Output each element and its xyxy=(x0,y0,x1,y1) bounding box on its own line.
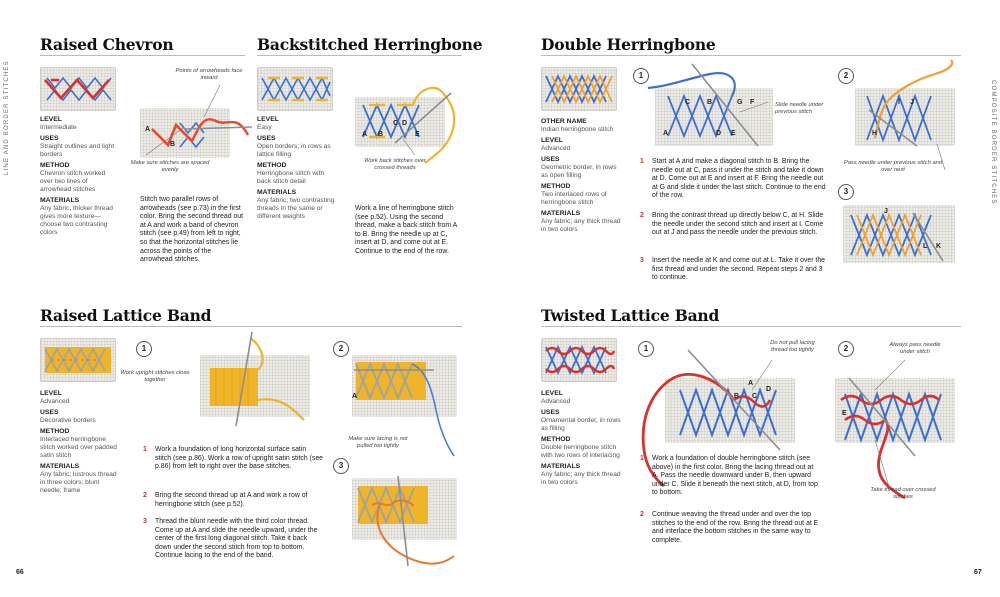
info-value: Ornamental border, in rows as filling xyxy=(541,417,621,432)
raised-chevron-note-top: Points of arrowheads face inward xyxy=(175,68,243,81)
step-text: Work a foundation of long horizontal surface satin stitch (see p.86). Work a row of upright satin stitch (see p.86) from left to right over the base stitches. xyxy=(155,446,323,471)
info-value: Indian herringbone stitch xyxy=(541,126,614,133)
backstitched-herringbone-body: Work a line of herringbone stitch (see p.52). Using the second thread, make a back stitch from A to B. Bring the needle up at C, insert at D, and come out at E. Continue to the end of the row. xyxy=(355,205,457,255)
step-text: Start at A and make a diagonal stitch to B. Bring the needle out at C, pass it under the stitch and take it down at D. Come out at E and insert at F. Bring the needle out at G and slide it under the last stitch. Continue to the end of the row. xyxy=(652,158,826,200)
label-b: B xyxy=(378,131,384,138)
twisted-lattice-band-swatch-art xyxy=(542,339,616,381)
info-heading: METHOD xyxy=(40,428,70,435)
page-number-left: 66 xyxy=(16,569,24,576)
raised-lattice-band-title: Raised Lattice Band xyxy=(40,306,212,325)
label: H xyxy=(872,130,878,137)
double-herringbone-title: Double Herringbone xyxy=(541,35,716,54)
backstitched-herringbone-info xyxy=(257,116,337,221)
step-text: Thread the blunt needle with the third color thread. Come up at A and slide the needle upward, under the center of the first long diagonal stitch. Take it back down under the second stitch from top to bottom. Continue lacing to the end of the band. xyxy=(155,518,318,560)
step-circle-3: 3 xyxy=(333,458,349,474)
raised-lattice-band-note-1: Work upright stitches close together xyxy=(120,370,190,383)
info-heading: METHOD xyxy=(541,183,571,190)
raised-lattice-band-swatch-art xyxy=(41,339,115,381)
divider xyxy=(40,326,462,327)
step-number: 3 xyxy=(143,518,147,525)
info-value: Herringbone stitch with back stitch detail xyxy=(257,170,325,185)
info-value: Advanced xyxy=(40,398,70,405)
step-text: Work a foundation of double herringbone stitch (see above) in the first color. Bring the lacing thread out at A. Pass the needle downward under B, then upward under C. Slide it beneath the next stitch, at D, from top to bottom. xyxy=(652,455,818,497)
raised-lattice-band-photo-1-art xyxy=(200,330,315,430)
info-value: Advanced xyxy=(541,145,571,152)
label-a: A xyxy=(352,393,358,400)
label: B xyxy=(734,393,740,400)
raised-lattice-band-note-2: Make sure lacing is not pulled too tightly xyxy=(348,436,408,449)
label: A xyxy=(663,130,669,137)
label: F xyxy=(750,99,755,106)
step-circle-2: 2 xyxy=(838,68,854,84)
info-value: Any fabric; any thick thread in two colors xyxy=(541,218,621,233)
step-circle-3: 3 xyxy=(838,184,854,200)
info-value: Open borders; in rows as lattice filling xyxy=(257,143,331,158)
label: A xyxy=(748,380,754,387)
double-herringbone-swatch xyxy=(541,67,617,111)
step-text: Insert the needle at K and come out at L. Take it over the first thread and under the second. Repeat steps 2 and 3 to continue. xyxy=(652,257,826,282)
label-c: C xyxy=(393,120,399,127)
raised-lattice-band-swatch xyxy=(40,338,116,382)
info-heading: METHOD xyxy=(40,162,70,169)
side-label-right: COMPOSITE BORDER STITCHES xyxy=(990,80,996,205)
raised-chevron-swatch xyxy=(40,67,116,111)
raised-lattice-band-photo-3-art xyxy=(350,470,462,570)
label: C xyxy=(752,393,758,400)
info-value: Any fabric; thicker thread gives more texture—choose two contrasting colors xyxy=(40,205,113,236)
backstitched-herringbone-title: Backstitched Herringbone xyxy=(257,35,483,54)
twisted-lattice-band-step-2 xyxy=(640,511,820,545)
step-circle-1: 1 xyxy=(136,341,152,357)
info-heading: MATERIALS xyxy=(40,463,80,470)
info-heading: LEVEL xyxy=(541,137,563,144)
info-heading: USES xyxy=(257,135,276,142)
backstitched-herringbone-swatch-art xyxy=(258,68,332,110)
step-text: Bring the second thread up at A and work a row of herringbone stitch (see p.52). xyxy=(155,492,308,508)
info-value: Any fabric; lustrous thread in three colors; blunt needle; frame xyxy=(40,471,117,494)
label: J xyxy=(910,99,914,106)
info-value: Any fabric; two contrasting threads in the same or different weights xyxy=(257,197,335,220)
info-value: Geometric border, in rows as open filling xyxy=(541,164,617,179)
step-circle-2: 2 xyxy=(333,341,349,357)
info-heading: USES xyxy=(541,156,560,163)
twisted-lattice-band-title: Twisted Lattice Band xyxy=(541,306,720,325)
label-d: D xyxy=(402,120,408,127)
label-e: E xyxy=(842,410,847,417)
label: J xyxy=(884,208,888,215)
label-a: A xyxy=(362,131,368,138)
page-number-right: 67 xyxy=(974,569,982,576)
info-value: Easy xyxy=(257,124,272,131)
label: L xyxy=(923,243,928,250)
info-heading: LEVEL xyxy=(541,390,563,397)
twisted-lattice-band-note-1: Do not pull lacing thread too tightly xyxy=(770,340,815,353)
step-number: 2 xyxy=(640,511,644,518)
twisted-lattice-band-info xyxy=(541,390,621,487)
divider xyxy=(40,55,245,56)
step-circle-1: 1 xyxy=(638,341,654,357)
double-herringbone-photo-3-art xyxy=(843,205,955,263)
info-heading: USES xyxy=(541,409,560,416)
double-herringbone-note-2: Pass needle under previous stitch and over next xyxy=(843,160,943,173)
info-heading: LEVEL xyxy=(40,390,62,397)
double-herringbone-photo-2-art xyxy=(845,60,975,155)
double-herringbone-step-1 xyxy=(640,158,830,201)
info-heading: METHOD xyxy=(257,162,287,169)
info-value: Decorative borders xyxy=(40,417,96,424)
raised-lattice-band-step-1 xyxy=(143,446,323,472)
step-number: 1 xyxy=(640,455,644,462)
step-number: 1 xyxy=(143,446,147,453)
info-value: Intermediate xyxy=(40,124,77,131)
backstitched-herringbone-swatch xyxy=(257,67,333,111)
info-value: Interlaced herringbone stitch worked over padded satin stitch xyxy=(40,436,117,459)
twisted-lattice-band-note-3: Take thread over crossed stitches xyxy=(870,487,936,500)
info-value: Any fabric; any thick thread in two colors xyxy=(541,471,621,486)
raised-lattice-band-step-2 xyxy=(143,492,323,509)
twisted-lattice-band-step-1 xyxy=(640,455,820,498)
raised-chevron-title: Raised Chevron xyxy=(40,35,174,54)
twisted-lattice-band-swatch xyxy=(541,338,617,382)
raised-chevron-note-bottom: Make sure stitches are spaced evenly xyxy=(130,160,210,173)
step-text: Bring the contrast thread up directly below C, at H. Slide the needle under the second stitch and insert at I. Come out at J and pass the needle under the previous stitch. xyxy=(652,212,824,237)
step-number: 2 xyxy=(640,212,644,219)
divider xyxy=(257,55,462,56)
label: G xyxy=(737,99,743,106)
raised-chevron-swatch-art xyxy=(41,68,115,110)
divider xyxy=(541,326,961,327)
label: K xyxy=(936,243,942,250)
label: I xyxy=(898,99,900,106)
double-herringbone-note-1: Slide needle under previous stitch xyxy=(775,102,824,115)
label: C xyxy=(685,99,691,106)
label: D xyxy=(766,386,772,393)
backstitched-herringbone-note: Work back stitches over crossed threads xyxy=(364,158,426,171)
raised-chevron-body: Stitch two parallel rows of arrowheads (see p.73) in the first color. Bring the second thread out at A and work a band of chevron stitch (see p.49) from left to right, so that the horizontal stitches lie across the points of the arrowhead stitches. xyxy=(140,196,244,264)
label-e: E xyxy=(415,131,420,138)
divider xyxy=(541,55,961,56)
info-heading: MATERIALS xyxy=(541,463,581,470)
label: E xyxy=(731,130,736,137)
step-circle-2: 2 xyxy=(838,341,854,357)
step-circle-1: 1 xyxy=(633,68,649,84)
double-herringbone-swatch-art xyxy=(542,68,616,110)
double-herringbone-step-2 xyxy=(640,212,830,238)
side-label-left: LINE AND BORDER STITCHES xyxy=(4,60,10,175)
raised-lattice-band-info xyxy=(40,390,120,495)
label: D xyxy=(716,130,722,137)
info-heading: USES xyxy=(40,135,59,142)
label-b: B xyxy=(170,141,176,148)
twisted-lattice-band-note-2: Always pass needle under stitch xyxy=(889,342,941,355)
label: B xyxy=(707,99,713,106)
info-heading: LEVEL xyxy=(40,116,62,123)
info-value: Advanced xyxy=(541,398,571,405)
info-heading: MATERIALS xyxy=(257,189,297,196)
info-heading: MATERIALS xyxy=(40,197,80,204)
info-heading: LEVEL xyxy=(257,116,279,123)
step-number: 2 xyxy=(143,492,147,499)
info-value: Chevron stitch worked over two lines of arrowhead stitches xyxy=(40,170,106,193)
info-heading: USES xyxy=(40,409,59,416)
info-value: Double herringbone stitch with two rows of interlacing xyxy=(541,444,620,459)
info-value: Two interlaced rows of herringbone stitch xyxy=(541,191,607,206)
info-heading: MATERIALS xyxy=(541,210,581,217)
step-text: Continue weaving the thread under and over the top stitches to the end of the row. Bring the thread out at E and interlace the bottom stitches in the same way to complete. xyxy=(652,511,819,544)
raised-lattice-band-step-3 xyxy=(143,518,323,561)
step-number: 3 xyxy=(640,257,644,264)
info-heading: OTHER NAME xyxy=(541,118,587,125)
info-value: Straight outlines and light borders xyxy=(40,143,115,158)
step-number: 1 xyxy=(640,158,644,165)
label-a: A xyxy=(145,126,151,133)
raised-chevron-info xyxy=(40,116,118,237)
double-herringbone-info xyxy=(541,118,623,234)
double-herringbone-step-3 xyxy=(640,257,830,283)
info-heading: METHOD xyxy=(541,436,571,443)
